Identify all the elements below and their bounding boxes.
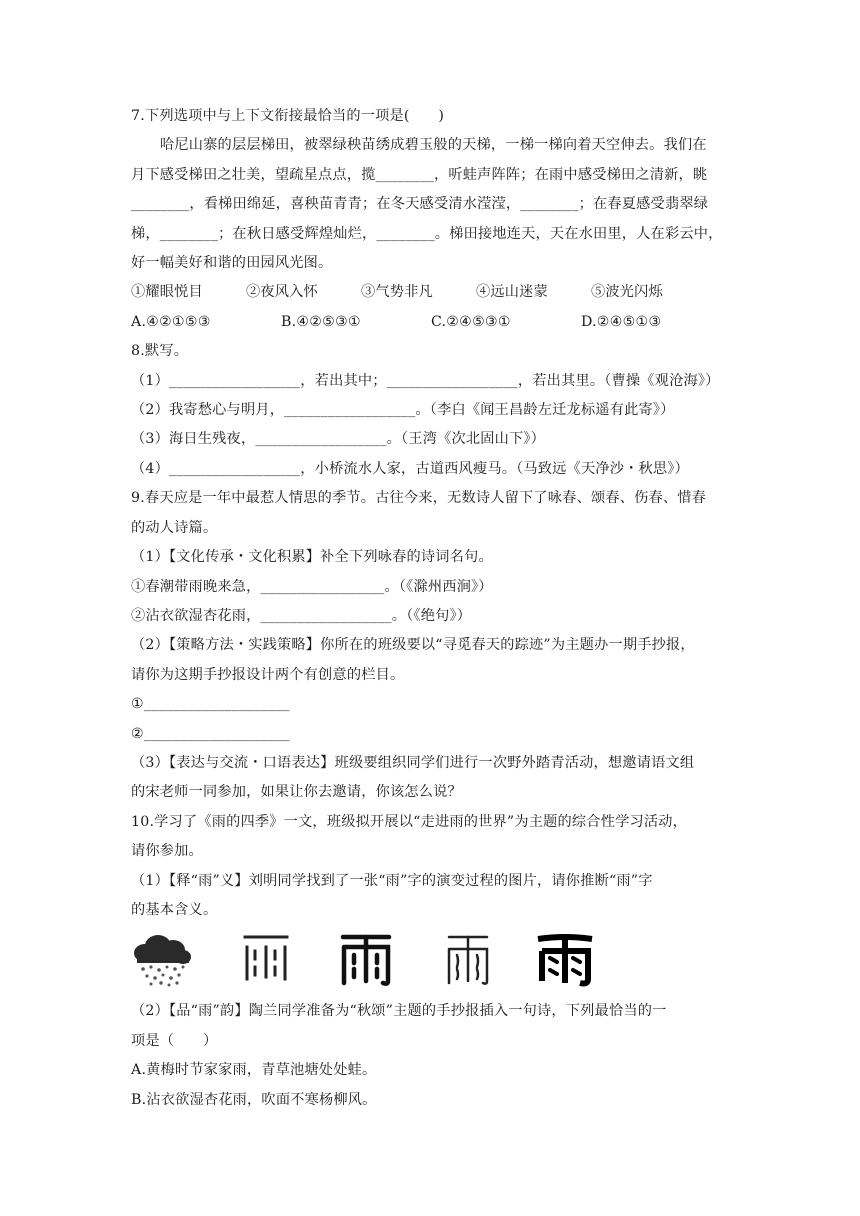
q8-line: （2）我寄愁心与明月，__________________。（李白《闻王昌龄左迁龙标遥有此寄》） [131,402,675,419]
q7-items [131,278,731,307]
q8-line: （3）海日生残夜，__________________。（王湾《次北固山下》） [131,431,546,448]
q9-sub3: （3）【表达与交流・口语表达】班级要组织同学们进行一次野外踏青活动，想邀请语文组 [131,754,695,771]
q7-passage-line: 梯，________；在秋日感受辉煌灿烂，________。梯田接地连天，天在水田里，人在彩云中， [131,225,723,242]
q9-sub1: （1）【文化传承・文化积累】补全下列咏春的诗词名句。 [131,549,493,566]
q9-sub2-answer-line[interactable]: ①____________________ [131,696,290,713]
rain-oracle-bone-glyph [241,931,291,989]
q10-stem: 10.学习了《雨的四季》一文，班级拟开展以“走进雨的世界”为主题的综合性学习活动， [131,813,688,830]
q7-choice-c[interactable]: C.②④⑤③① [431,313,511,330]
q7-passage [131,131,731,278]
q9-sub1-item: ①春潮带雨晚来急，_________________。（《滁州西涧》） [131,578,493,595]
q10-choice-b[interactable]: B.沾衣欲湿杏花雨，吹面不寒杨柳风。 [131,1091,377,1108]
q9-stem: 的动人诗篇。 [131,519,218,536]
q7-stem: 7.下列选项中与上下文衔接最恰当的一项是( ) [131,108,445,124]
rain-pictograph-icon [131,931,193,989]
q10-sub1: 的基本含义。 [131,901,218,918]
q9-sub3: 的宋老师一同参加，如果让你去邀请，你该怎么说？ [131,784,462,801]
q7-item: ①耀眼悦目 [131,284,203,301]
q7-choice-a[interactable]: A.④②①⑤③ [131,313,211,330]
q10-sub2: 项是（ ） [131,1032,218,1049]
q9-stem: 9.春天应是一年中最惹人情思的季节。古往今来，无数诗人留下了咏春、颂春、伤春、惜春 [131,490,707,507]
q7-item: ③气势非凡 [361,284,433,301]
q7-passage-line: 好一幅美好和谐的田园风光图。 [131,255,333,272]
q7-item: ④远山迷蒙 [476,284,548,301]
q7-choice-b[interactable]: B.④②⑤③① [281,313,361,330]
q7-passage-line: 月下感受梯田之壮美，望疏星点点，揽________，听蛙声阵阵；在雨中感受梯田之清新，眺 [131,166,708,183]
exam-page [131,102,731,1115]
rain-bronze-glyph [339,931,393,989]
q7-choices [131,308,731,337]
q9-sub2-answer-line[interactable]: ②____________________ [131,725,290,742]
q10-sub1: （1）【释“雨”义】刘明同学找到了一张“雨”字的演变过程的图片，请你推断“雨”字 [131,872,653,889]
q9-sub1-item: ②沾衣欲湿杏花雨，__________________。（《绝句》） [131,607,472,624]
q8-line: （4）__________________，小桥流水人家，古道西风瘦马。（马致远《天净沙・秋思》） [131,460,689,477]
q10-stem: 请你参加。 [131,843,203,860]
q10-sub2: （2）【品“雨”韵】陶兰同学准备为“秋颂”主题的手抄报插入一句诗，下列最恰当的一 [131,1003,667,1020]
q7-choice-d[interactable]: D.②④⑤①③ [581,313,662,330]
q7-item: ②夜风入怀 [246,284,318,301]
q8-line: （1）__________________，若出其中；__________________，若出其里。（曹操《观沧海》） [131,372,720,389]
q7-passage-line: 哈尼山寨的层层梯田，被翠绿秧苗绣成碧玉般的天梯，一梯一梯向着天空伸去。我们在 [160,137,707,154]
q7-passage-line: ________，看梯田绵延，喜秧苗青青；在冬天感受清水滢滢，________；在春夏感受翡翠绿 [131,196,709,213]
q10-choice-a[interactable]: A.黄梅时节家家雨，青草池塘处处蛙。 [131,1062,377,1079]
q7-item: ⑤波光闪烁 [591,284,663,301]
rain-character-evolution-image [131,931,731,993]
q9-sub2: 请你为这期手抄报设计两个有创意的栏目。 [131,666,405,683]
q8-stem: 8.默写。 [131,343,189,360]
q9-sub2: （2）【策略方法・实践策略】你所在的班级要以“寻觅春天的踪迹”为主题办一期手抄报， [131,637,695,654]
rain-seal-glyph [443,931,493,989]
rain-clerical-glyph [534,931,596,989]
